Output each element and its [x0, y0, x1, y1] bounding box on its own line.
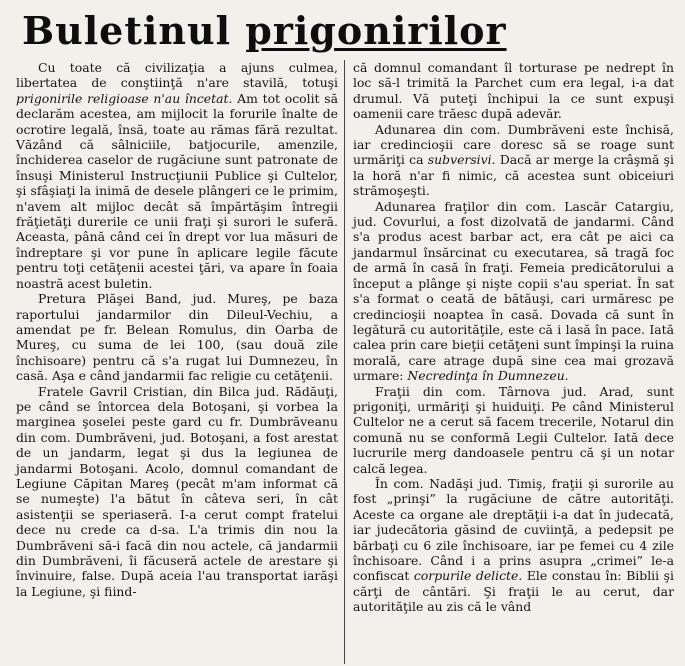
paragraph: [16, 291, 338, 383]
italic-phrase: prigonirile religioase n'au încetat.: [16, 90, 233, 106]
paragraph: [353, 384, 674, 476]
left-column: [12, 60, 344, 664]
paragraph: [353, 60, 674, 122]
paragraph-text: Fraţii din com. Târnova jud. Arad, sunt prigoniţi, urmăriţi şi huiduiţi. Pe când Ministerul Cultelor ne a cerut să facem trecerile, Notarul din comună nu se conformă Legii Cultelor. Iată dece lucrurile merg dandoasele pentru că şi un notar calcă legea.: [353, 383, 674, 476]
paragraph: [16, 384, 338, 600]
paragraph: [353, 476, 674, 615]
article-body: [12, 60, 676, 664]
paragraph-text: că domnul comandant îl torturase pe nedrept în loc să-l trimită la Parchet cum era legal, i-a dat drumul. Vă puteţi închipui la ce sunt expuşi oamenii care trăesc după adevăr.: [353, 60, 674, 122]
paragraph-text: Am tot ocolit să declarăm acestea, am mijlocit la forurile înalte de ocrotire legală, însă, toate au rămas fără rezultat. Văzând că sâlniciile, batjocurile, amenzile, închiderea caselor de rugăciune sunt patronate de însuşi Ministerul Instrucţiunii Publice şi Cultelor, şi sfâşiaţi la inimă de desele plângeri ce le primim, n'avem alt mijloc decât să împărtăşim întregii frăţietăţi durerile ce unii fraţi şi surori le suferă. Aceasta, până când cei în drept vor lua măsuri de îndreptare şi vor pune în aplicare legile făcute pentru toţi cetăţenii acestei ţări, va apare în foaia noastră acest buletin.: [16, 90, 338, 291]
paragraph: [353, 199, 674, 384]
italic-phrase: subversivi.: [427, 152, 496, 168]
title-word-2: prigonirilor: [245, 8, 507, 53]
paragraph-text: Ele constau în: Biblii şi cărţi de cântări. Şi fraţii le au cerut, dar autorităţile au zis că le vând: [353, 568, 674, 615]
paragraph-text: Cu toate că civilizaţia a ajuns culmea, libertatea de conştiinţă n'are stavilă, totuşi: [16, 60, 338, 91]
paragraph: [16, 60, 338, 291]
paragraph-text: Dacă ar merge la crâşmă şi la horă n'ar fi nimic, că acestea sunt obiceiuri strămoşeşti.: [353, 152, 674, 199]
paragraph-text: Pretura Plăşei Band, jud. Mureş, pe baza raportului jandarmilor din Dileul-Vechiu, a amendat pe fr. Belean Romulus, din Oarba de Mureş, cu suma de lei 100, (sau două zile închisoare) pentru că s'a rugat lui Dumnezeu, în casă. Aşa e când jandarmii fac religie cu cetăţenii.: [16, 291, 338, 384]
paragraph-text: Adunarea din com. Dumbrăveni este închisă, iar credincioşii care doresc să se roage sunt urmăriţi ca: [353, 121, 674, 168]
title-word-1: Buletinul: [22, 8, 232, 53]
article-title: [22, 6, 662, 58]
right-column: [344, 60, 676, 664]
italic-phrase: Necredinţa în Dumnezeu.: [407, 368, 569, 384]
paragraph: [353, 122, 674, 199]
paragraph-text: În com. Nadăşi jud. Timiş, fraţii şi surorile au fost „prinşi” la rugăciune de către autorităţi. Aceste ca organe ale dreptăţii i-a dat în judecată, iar judecătoria găsind de cuviinţă, a pedepsit pe bărbaţi cu 6 zile închisoare, iar pe femei cu 4 zile închisoare. Când i a prins asupra „crimei” le-a confiscat: [353, 475, 674, 584]
italic-phrase: corpurile delicte.: [413, 568, 523, 584]
paragraph-text: Adunarea fraţilor din com. Lascăr Catargiu, jud. Covurlui, a fost dizolvată de jandarmi. Când s'a produs acest barbar act, era cât pe aici ca jandarmul însărcinat cu executarea, să tragă foc de armă în casă în fraţi. Femeia predicătorului a început a plânge şi nişte copii s'au speriat. În sat s'a format o ceată de bătăuşi, cari urmăresc pe credincioşii noaptea în casă. Dovada că sunt în legătură cu autorităţile, este că i lasă în pace. Iată calea prin care bieţii cetăţeni sunt împinşi la ruina morală, care atrage după sine cea mai grozavă urmare:: [353, 198, 674, 384]
paragraph-text: Fratele Gavril Cristian, din Bilca jud. Rădăuţi, pe când se întorcea dela Botoşani, şi vorbea la marginea şoselei peste gard cu fr. Dumbrăveanu din com. Dumbrăveni, jud. Botoşani, a fost arestat de un jandarm, legat şi dus la legiunea de jandarmi Botoşani. Acolo, domnul comandant de Legiune Căpitan Mareş (pecât m'am informat că se numeşte) l'a bătut în câteva seri, în cât asistenţii se speriaseră. I-a cerut compt fratelui dece nu crede ca d-sa. L'a trimis din nou la Dumbrăveni să-i facă din nou actele, că jandarmii din Dumbrăveni, îi făcuseră actele de arestare şi învinuire, false. După aceia l'au transportat iarăşi la Legiune, şi fiind-: [16, 383, 338, 599]
